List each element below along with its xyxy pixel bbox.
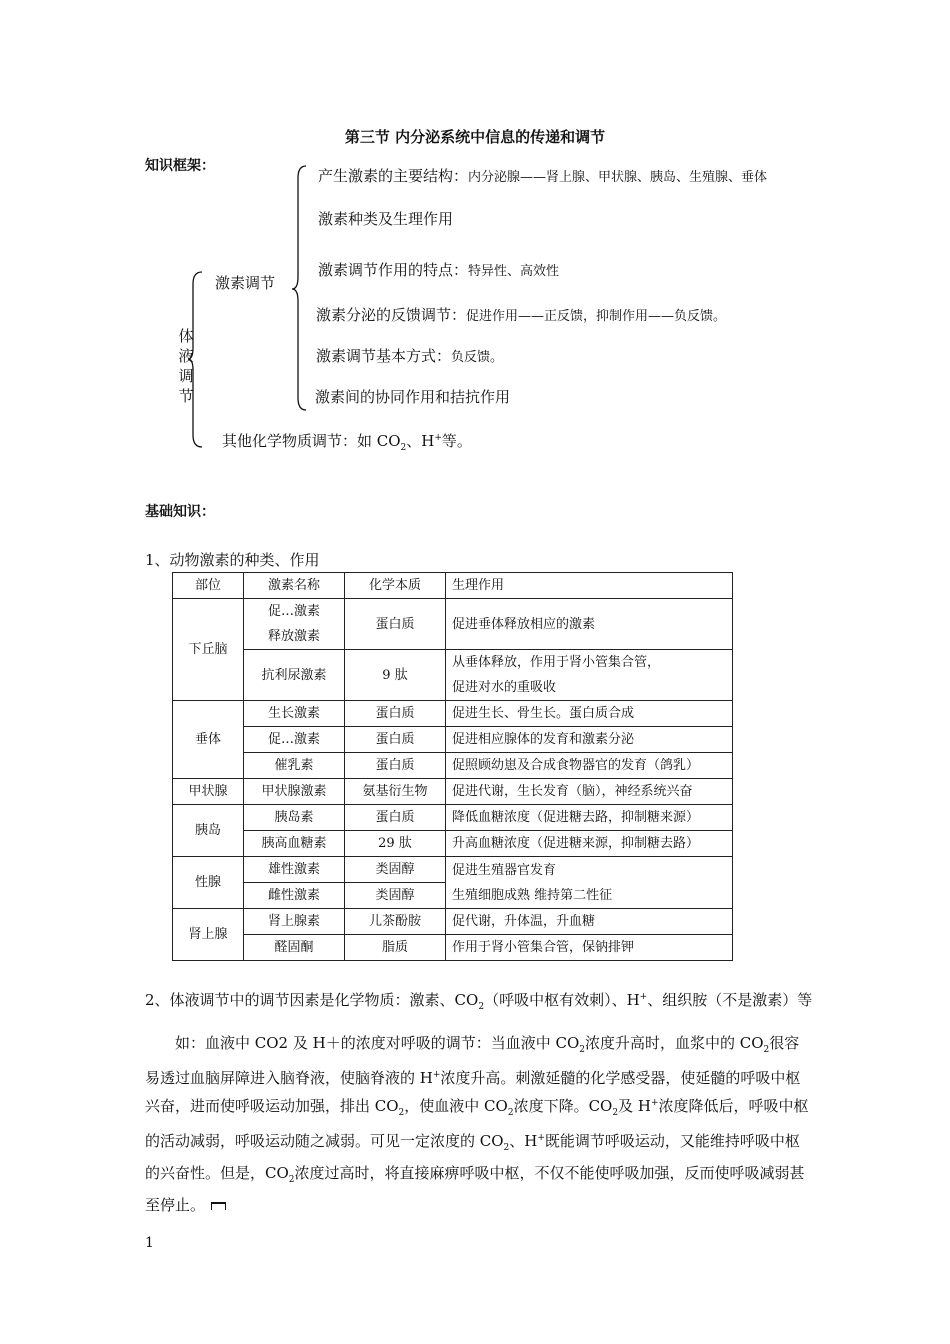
framework-item: 激素调节作用的特点：特异性、高效性 (318, 261, 560, 279)
hormone-regulation-label: 激素调节 (215, 274, 276, 292)
table-row: 性腺 雄性激素 类固醇 促进生殖器官发育 生殖细胞成熟 维持第二性征 (173, 857, 733, 883)
table-row: 胰高血糖素 29 肽 升高血糖浓度（促进糖来源，抑制糖去路） (173, 831, 733, 857)
framework-item: 激素调节基本方式：负反馈。 (316, 347, 504, 365)
section2-paragraph: 2、体液调节中的调节因素是化学物质：激素、$CO_2$（呼吸中枢有效刺）、H+、组织胺（不是激素）等 (145, 991, 813, 1012)
other-chemical-item: 其他化学物质调节：如 $CO_2$、H+等。 (222, 432, 472, 453)
table-row: 垂体 生长激素 蛋白质 促进生长、骨生长。蛋白质合成 (173, 701, 733, 727)
example-paragraph: 如：血液中 CO2 及 H＋的浓度对呼吸的调节：当血液中 $CO_2$浓度升高时，血浆中的 $CO_2$很容易透过血脑屏障进入脑脊液，使脑脊液的 H+浓度升高。刺激延髓的化学感受器，使延髓的呼吸中枢兴奋，进而使呼吸运动加强，排出 $CO_2$，使血液中 $CO_2$浓度下降。$CO_2$及 H+浓度降低后，呼吸中枢的活动减弱，呼吸运动随之减弱。可见一定浓度的 $CO_2$、H+既能调节呼吸运动，又能维持呼吸中枢的兴奋性。但是，$CO_2$浓度过高时，将直接麻痹呼吸中枢，不仅不能使呼吸加强，反而使呼吸减弱甚至停止。 (145, 1034, 809, 1214)
table-header-row: 部位 激素名称 化学本质 生理作用 (173, 573, 733, 599)
page-number: 1 (145, 1235, 154, 1251)
framework-item: 激素分泌的反馈调节：促进作用——正反馈，抑制作用——负反馈。 (316, 306, 727, 324)
section1-title: 1、动物激素的种类、作用 (145, 551, 320, 569)
table-row: 催乳素 蛋白质 促照顾幼崽及合成食物器官的发育（鸽乳） (173, 753, 733, 779)
hormone-table (172, 572, 733, 961)
table-row: 抗利尿激素 9 肽 从垂体释放，作用于肾小管集合管， 促进对水的重吸收 (173, 650, 733, 701)
table-row: 促…激素 蛋白质 促进相应腺体的发育和激素分泌 (173, 727, 733, 753)
framework-item: 激素间的协同作用和拮抗作用 (315, 388, 511, 406)
page-title: 第三节 内分泌系统中信息的传递和调节 (344, 128, 606, 146)
framework-item: 产生激素的主要结构：内分泌腺——肾上腺、甲状腺、胰岛、生殖腺、垂体 (318, 167, 768, 185)
framework-item: 激素种类及生理作用 (318, 210, 454, 228)
hormone-brace (290, 164, 310, 414)
table-row: 肾上腺 肾上腺素 儿茶酚胺 促代谢，升体温，升血糖 (173, 909, 733, 935)
table-row: 甲状腺 甲状腺激素 氨基衍生物 促进代谢，生长发育（脑），神经系统兴奋 (173, 779, 733, 805)
table-row: 下丘脑 促…激素 释放激素 蛋白质 促进垂体释放相应的激素 (173, 599, 733, 650)
table-row: 醛固酮 脂质 作用于肾小管集合管，保钠排钾 (173, 935, 733, 961)
basics-heading: 基础知识： (145, 504, 215, 520)
table-row: 雌性激素 类固醇 (173, 883, 733, 909)
framework-heading: 知识框架： (145, 158, 215, 174)
table-row: 胰岛 胰岛素 蛋白质 降低血糖浓度（促进糖去路，抑制糖来源） (173, 805, 733, 831)
root-label: 体 液 调 节 (178, 327, 194, 405)
anchor-mark-icon (211, 1202, 226, 1210)
